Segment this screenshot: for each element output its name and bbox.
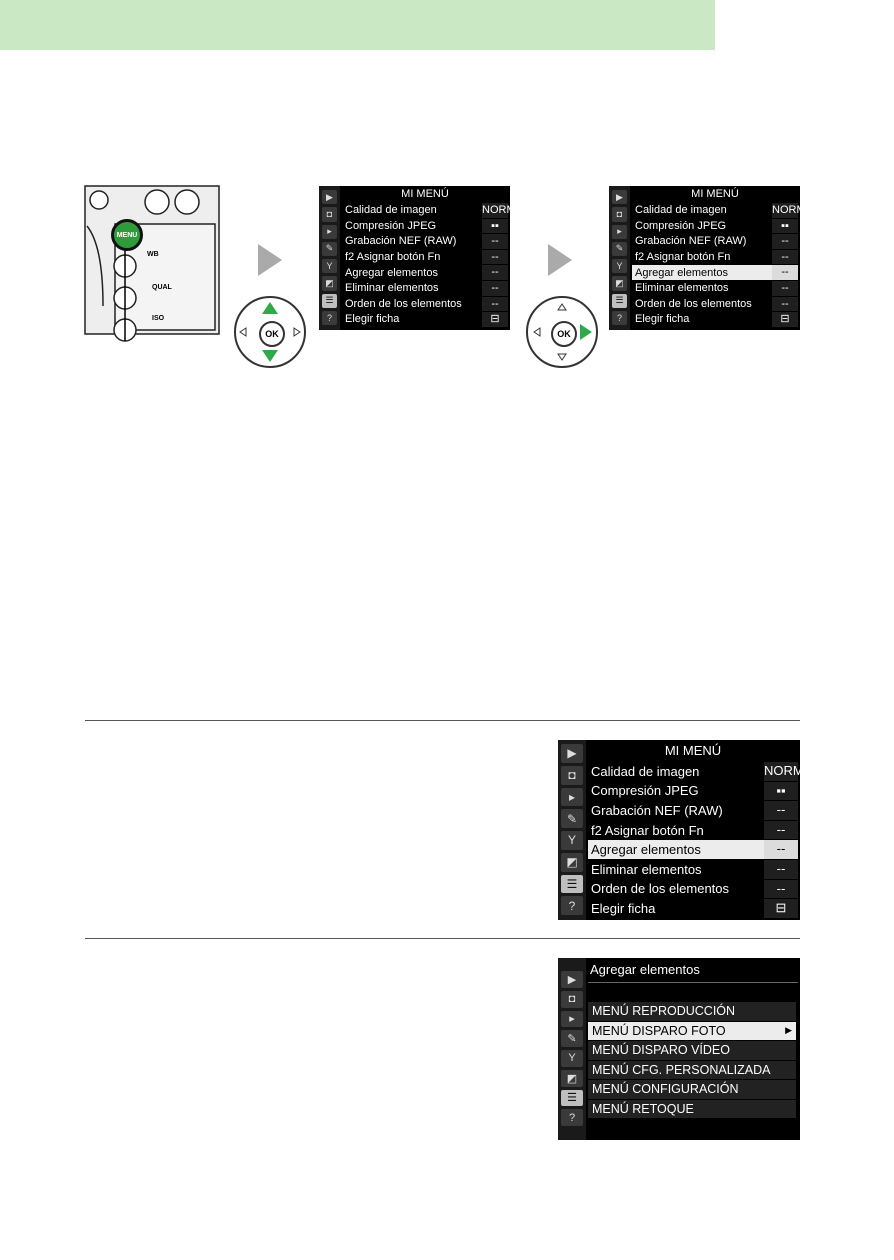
menu-tab-sidebar [319, 186, 340, 330]
camera-body-illustration [85, 186, 219, 334]
playback-icon[interactable]: ▶ [561, 971, 583, 988]
add-items-option[interactable] [588, 1080, 796, 1099]
menu-item-value: NORM [772, 204, 806, 216]
menu-item[interactable] [588, 899, 798, 918]
ok-label: OK [557, 329, 571, 339]
menu-item-value: ▪▪ [764, 782, 798, 801]
menu-item-value: -- [772, 281, 798, 296]
menu-item-label: Agregar elementos [345, 266, 438, 279]
my-menu-screen-large [558, 740, 804, 920]
menu-item-label: Calidad de imagen [345, 204, 437, 217]
menu-item-value: -- [772, 265, 798, 280]
menu-item-value: ▪▪ [482, 219, 508, 234]
menu-item[interactable] [342, 297, 508, 312]
ok-button[interactable] [551, 321, 577, 347]
menu-item-value: -- [764, 821, 798, 840]
menu-item[interactable] [342, 234, 508, 249]
movie-icon[interactable]: ▸ [561, 788, 583, 807]
menu-item-label: Compresión JPEG [591, 783, 699, 799]
camera-icon[interactable]: ◘ [561, 766, 583, 785]
add-items-option[interactable] [588, 1100, 796, 1119]
add-items-option[interactable] [588, 1022, 796, 1041]
menu-item-value: -- [764, 801, 798, 820]
pencil-icon[interactable]: ✎ [322, 242, 337, 256]
menu-item-value: -- [772, 234, 798, 249]
menu-item[interactable] [342, 219, 508, 234]
menu-tab-sidebar [558, 740, 586, 920]
menu-item-value: -- [772, 250, 798, 265]
menu-item[interactable] [632, 203, 806, 218]
menu-title: MI MENÚ [691, 188, 739, 200]
menu-item[interactable] [632, 250, 798, 265]
add-items-option-label: MENÚ CFG. PERSONALIZADA [592, 1062, 771, 1077]
my-menu-screen-step2 [609, 186, 806, 330]
menu-item-value: -- [482, 297, 508, 312]
menu-item-value: -- [764, 840, 798, 859]
menu-item[interactable] [342, 312, 508, 327]
add-items-option[interactable] [588, 1061, 796, 1080]
menu-button[interactable] [111, 219, 143, 251]
wb-label: WB [147, 251, 159, 258]
menu-item-value: -- [482, 265, 508, 280]
camera-icon[interactable]: ◘ [561, 991, 583, 1008]
help-icon[interactable]: ? [322, 311, 337, 325]
add-items-option[interactable] [588, 1002, 796, 1021]
menu-item-label: Compresión JPEG [345, 219, 437, 232]
menu-item-value: -- [772, 297, 798, 312]
add-items-option-label: MENÚ DISPARO VÍDEO [592, 1043, 730, 1058]
menu-item[interactable] [632, 234, 798, 249]
movie-icon[interactable]: ▸ [561, 1011, 583, 1028]
wrench-icon[interactable]: Y [561, 831, 583, 850]
menu-item-label: Elegir ficha [345, 313, 400, 326]
my-menu-icon[interactable]: ☰ [561, 875, 583, 894]
menu-item[interactable] [342, 203, 516, 218]
menu-item-value: -- [482, 250, 508, 265]
movie-icon[interactable]: ▸ [612, 225, 627, 239]
add-items-option-label: MENÚ REPRODUCCIÓN [592, 1004, 736, 1019]
menu-item[interactable] [632, 281, 798, 296]
playback-icon[interactable]: ▶ [561, 744, 583, 763]
menu-item-value: NORM [482, 204, 516, 216]
menu-item-label: Grabación NEF (RAW) [635, 235, 747, 248]
add-items-option-label: MENÚ RETOQUE [592, 1101, 694, 1116]
camera-icon[interactable]: ◘ [612, 207, 627, 221]
menu-item[interactable] [588, 782, 798, 801]
my-menu-icon[interactable]: ☰ [322, 294, 337, 308]
menu-item-label: Elegir ficha [591, 900, 656, 916]
menu-item-label: Orden de los elementos [591, 881, 730, 897]
menu-title: MI MENÚ [401, 188, 449, 200]
menu-item[interactable] [588, 821, 798, 840]
section-divider [85, 938, 800, 939]
retouch-icon[interactable]: ◩ [561, 1070, 583, 1087]
menu-button-label: MENU [116, 231, 138, 239]
menu-item-label: f2 Asignar botón Fn [591, 822, 704, 838]
chevron-right-icon: ▶ [785, 1025, 792, 1036]
menu-item[interactable] [588, 860, 798, 879]
menu-item[interactable] [632, 312, 798, 327]
ok-label: OK [265, 329, 279, 339]
menu-item-label: Orden de los elementos [345, 297, 462, 310]
menu-item-value: NORM [764, 762, 798, 781]
qual-label: QUAL [152, 284, 172, 291]
wrench-icon[interactable]: Y [612, 259, 627, 273]
menu-tab-sidebar [609, 186, 630, 330]
menu-item[interactable] [632, 219, 798, 234]
menu-item-value: -- [482, 281, 508, 296]
pencil-icon[interactable]: ✎ [561, 809, 583, 828]
header-band [0, 0, 715, 50]
help-icon[interactable]: ? [612, 311, 627, 325]
menu-tab-sidebar [558, 958, 586, 1140]
menu-item[interactable] [588, 840, 798, 859]
wrench-icon[interactable]: Y [322, 259, 337, 273]
menu-item-label: f2 Asignar botón Fn [345, 251, 441, 264]
menu-item-value: -- [764, 880, 798, 899]
menu-item-value: ⊟ [772, 312, 798, 327]
menu-item-label: Grabación NEF (RAW) [345, 235, 457, 248]
menu-item[interactable] [632, 265, 798, 280]
menu-item-label: Calidad de imagen [635, 204, 727, 217]
my-menu-icon[interactable]: ☰ [612, 294, 627, 308]
menu-item-value: ⊟ [764, 899, 798, 918]
menu-item-value: ⊟ [482, 312, 508, 327]
add-items-screen [558, 958, 800, 1140]
menu-item-label: Compresión JPEG [635, 219, 727, 232]
retouch-icon[interactable]: ◩ [322, 276, 337, 290]
menu-item-value: -- [764, 860, 798, 879]
menu-item[interactable] [588, 801, 798, 820]
add-items-option-label: MENÚ DISPARO FOTO [592, 1023, 726, 1038]
multi-selector-up-down[interactable] [234, 296, 306, 368]
section-divider [85, 720, 800, 721]
arrow-right-icon [258, 244, 282, 276]
playback-icon[interactable]: ▶ [612, 190, 627, 204]
menu-item-label: Eliminar elementos [591, 861, 702, 877]
menu-item-label: Eliminar elementos [345, 282, 439, 295]
menu-title: MI MENÚ [664, 743, 722, 758]
my-menu-screen-step1 [319, 186, 516, 330]
menu-item-label: Agregar elementos [591, 842, 701, 858]
pencil-icon[interactable]: ✎ [561, 1030, 583, 1047]
menu-item-label: Grabación NEF (RAW) [591, 802, 723, 818]
pencil-icon[interactable]: ✎ [612, 242, 627, 256]
menu-item[interactable] [342, 265, 508, 280]
playback-icon[interactable]: ▶ [322, 190, 337, 204]
help-icon[interactable]: ? [561, 1109, 583, 1126]
ok-button[interactable] [259, 321, 285, 347]
menu-item-label: f2 Asignar botón Fn [635, 251, 731, 264]
menu-item[interactable] [342, 250, 508, 265]
menu-item[interactable] [588, 762, 804, 781]
help-icon[interactable]: ? [561, 896, 583, 915]
my-menu-icon[interactable]: ☰ [561, 1090, 583, 1107]
menu-item-label: Orden de los elementos [635, 297, 752, 310]
wrench-icon[interactable]: Y [561, 1050, 583, 1067]
movie-icon[interactable]: ▸ [322, 225, 337, 239]
add-items-option-label: MENÚ CONFIGURACIÓN [592, 1082, 739, 1097]
iso-label: ISO [152, 315, 165, 322]
arrow-right-icon [548, 244, 572, 276]
retouch-icon[interactable]: ◩ [612, 276, 627, 290]
retouch-icon[interactable]: ◩ [561, 853, 583, 872]
menu-item-label: Elegir ficha [635, 313, 690, 326]
menu-item-label: Eliminar elementos [635, 282, 729, 295]
menu-item[interactable] [588, 880, 798, 899]
multi-selector-right[interactable] [526, 296, 598, 368]
menu-item[interactable] [342, 281, 508, 296]
menu-item-label: Agregar elementos [635, 266, 728, 279]
add-items-option[interactable] [588, 1041, 796, 1060]
menu-item[interactable] [632, 297, 798, 312]
add-items-title: Agregar elementos [590, 962, 700, 977]
menu-item-value: ▪▪ [772, 219, 798, 234]
menu-item-label: Calidad de imagen [591, 763, 700, 779]
menu-item-value: -- [482, 234, 508, 249]
title-underline [588, 982, 798, 983]
camera-icon[interactable]: ◘ [322, 207, 337, 221]
